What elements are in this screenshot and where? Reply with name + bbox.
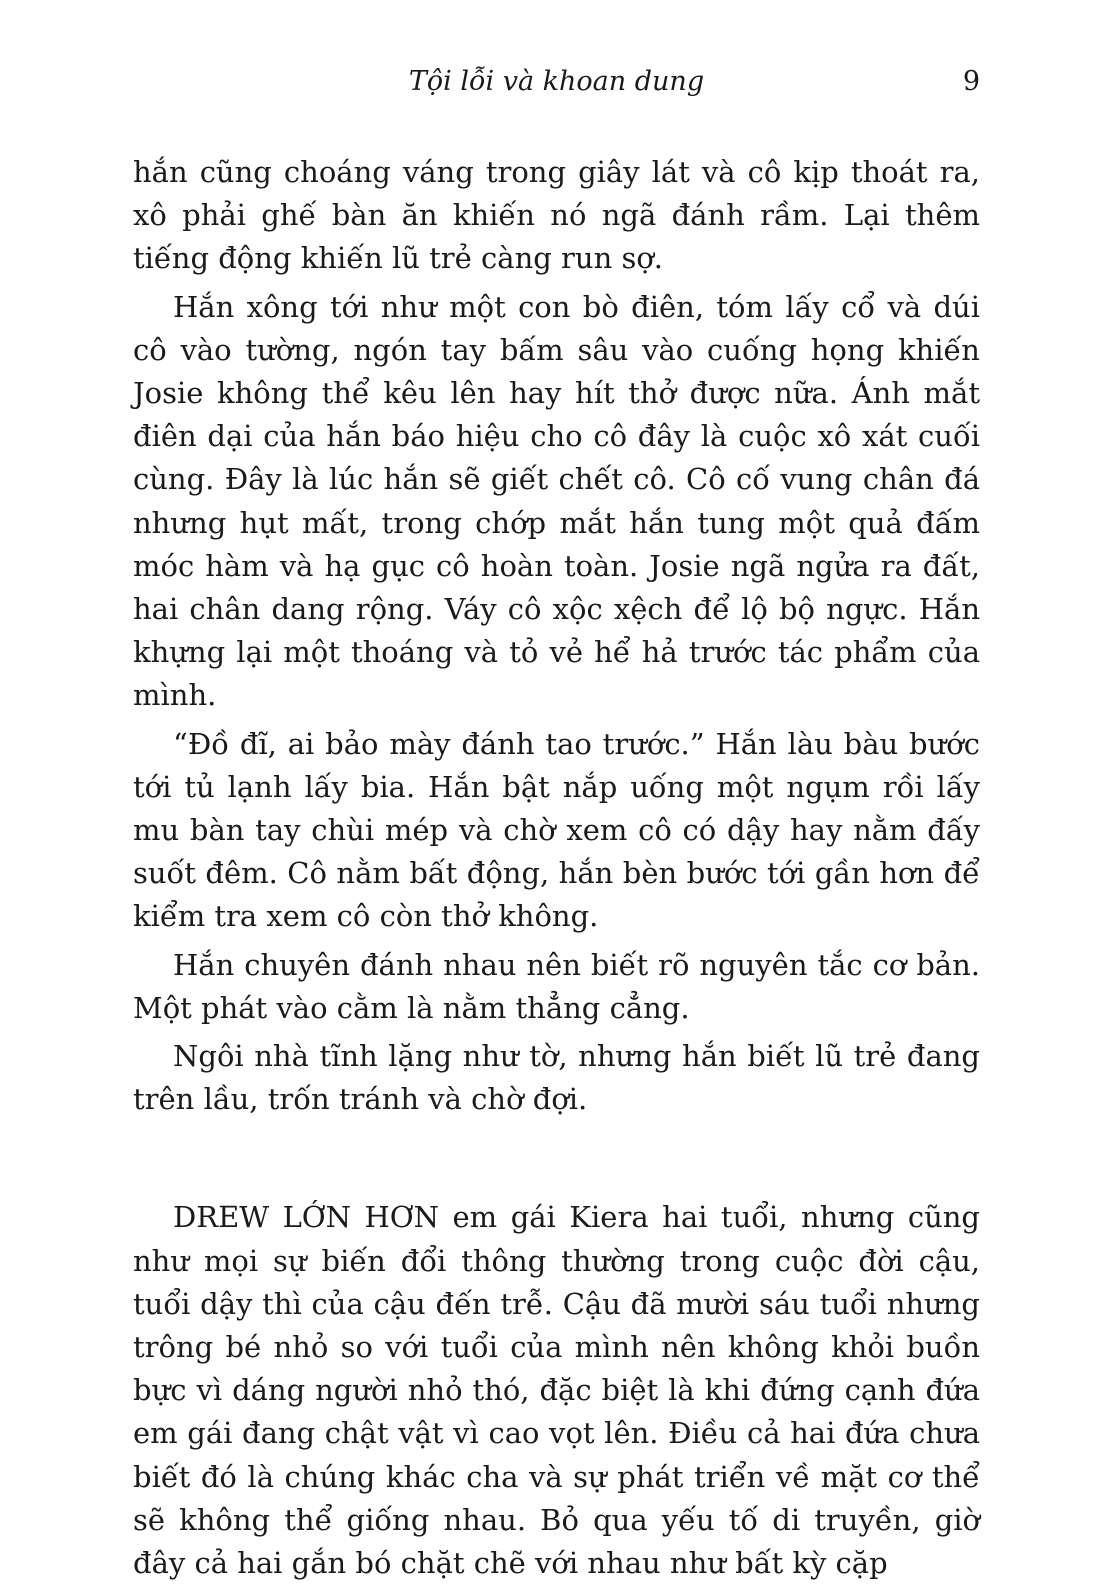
paragraph: Ngôi nhà tĩnh lặng như tờ, nhưng hắn biết lũ trẻ đang trên lầu, trốn tránh và chờ đợi.: [133, 1039, 980, 1117]
page-number: 9: [962, 66, 980, 97]
paragraph: hắn cũng choáng váng trong giây lát và cô kịp thoát ra, xô phải ghế bàn ăn khiến nó ngã đánh rầm. Lại thêm tiếng động khiến lũ trẻ càng run sợ.: [133, 155, 980, 276]
section-break: [133, 1126, 980, 1196]
paragraph: Hắn chuyên đánh nhau nên biết rõ nguyên tắc cơ bản. Một phát vào cằm là nằm thẳng cẳng.: [133, 947, 980, 1025]
paragraph: “Đồ đĩ, ai bảo mày đánh tao trước.” Hắn làu bàu bước tới tủ lạnh lấy bia. Hắn bật nắp uống một ngụm rồi lấy mu bàn tay chùi mép và chờ xem cô có dậy hay nằm đấy suốt đêm. Cô nằm bất động, hắn bèn bước tới gần hơn để kiểm tra xem cô còn thở không.: [133, 726, 980, 934]
running-title: Tội lỗi và khoan dung: [408, 66, 705, 97]
section-opening-paragraph: [133, 1196, 980, 1585]
body-text: [133, 151, 980, 1590]
section-opening-text: em gái Kiera hai tuổi, nhưng cũng như mọi sự biến đổi thông thường trong cuộc đời cậu, tuổi dậy thì của cậu đến trễ. Cậu đã mười sáu tuổi nhưng trông bé nhỏ so với tuổi của mình nên không khỏi buồn bực vì dáng người nhỏ thó, đặc biệt là khi đứng cạnh đứa em gái đang chật vật vì cao vọt lên. Điều cả hai đứa chưa biết đó là chúng khác cha và sự phát triển về mặt cơ thể sẽ không thể giống nhau. Bỏ qua yếu tố di truyền, giờ đây cả hai gắn bó chặt chẽ với nhau như bất kỳ cặp: [133, 1200, 980, 1581]
running-header: [133, 62, 980, 102]
paragraph: Hắn xông tới như một con bò điên, tóm lấy cổ và dúi cô vào tường, ngón tay bấm sâu vào cuống họng khiến Josie không thể kêu lên hay hít thở được nữa. Ánh mắt điên dại của hắn báo hiệu cho cô đây là cuộc xô xát cuối cùng. Đây là lúc hắn sẽ giết chết cô. Cô cố vung chân đá nhưng hụt mất, trong chớp mắt hắn tung một quả đấm móc hàm và hạ gục cô hoàn toàn. Josie ngã ngửa ra đất, hai chân dang rộng. Váy cô xộc xệch để lộ bộ ngực. Hắn khựng lại một thoáng và tỏ vẻ hể hả trước tác phẩm của mình.: [133, 289, 980, 713]
section-lead-smallcaps: DREW LỚN HƠN: [173, 1200, 439, 1235]
